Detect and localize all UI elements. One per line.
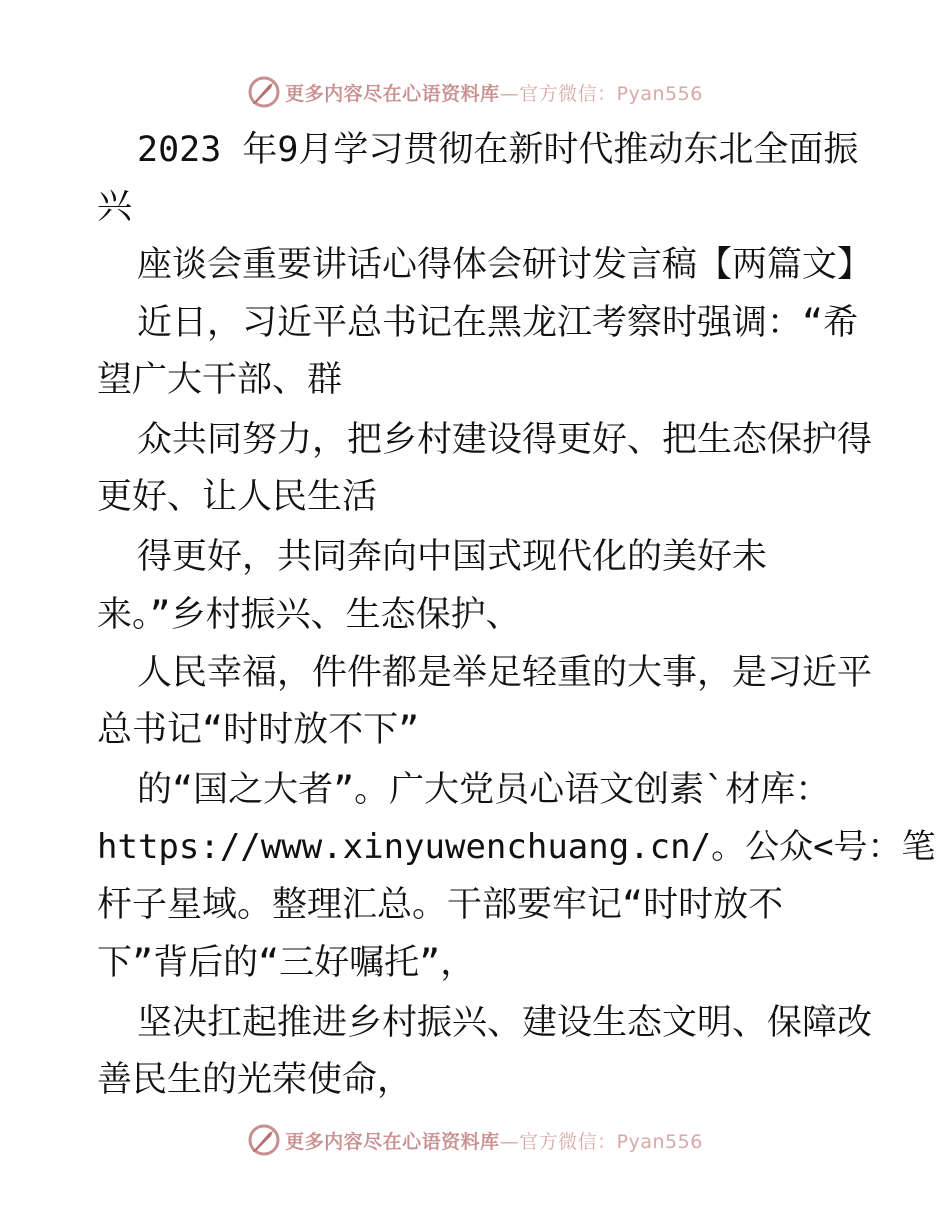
footer-watermark xyxy=(0,1120,950,1160)
text-line: 众共同努力，把乡村建设得更好、把生态保护得 xyxy=(137,420,873,460)
header-watermark-text: 更多内容尽在心语资料库—官方微信：Pyan556 xyxy=(285,82,703,105)
text-line: https://www.xinyuwenchuang.cn/。公众<号：笔 xyxy=(97,827,936,867)
footer-watermark-text: 更多内容尽在心语资料库—官方微信：Pyan556 xyxy=(285,1130,703,1153)
header-watermark xyxy=(0,72,950,112)
text-line: 总书记“时时放不下” xyxy=(97,710,420,750)
text-line: 兴 xyxy=(97,187,133,227)
text-line: 善民生的光荣使命， xyxy=(97,1060,413,1100)
text-line: 来。”乡村振兴、生态保护、 xyxy=(97,595,521,635)
text-line: 人民幸福，件件都是举足轻重的大事，是习近平 xyxy=(137,653,873,693)
text-line: 坚决扛起推进乡村振兴、建设生态文明、保障改 xyxy=(137,1003,873,1043)
text-line: 座谈会重要讲话心得体会研讨发言稿【两篇文】 xyxy=(137,245,873,285)
text-line: 近日，习近平总书记在黑龙江考察时强调：“希 xyxy=(137,303,859,343)
text-line: 更好、让人民生活 xyxy=(97,477,378,517)
text-line: 2023 年9月学习贯彻在新时代推动东北全面振 xyxy=(137,130,859,170)
text-line: 的“国之大者”。广大党员心语文创素`材库： xyxy=(137,770,831,810)
text-line: 杆子星域。整理汇总。干部要牢记“时时放不 xyxy=(97,885,784,925)
text-line: 得更好，共同奔向中国式现代化的美好未 xyxy=(137,537,768,577)
quill-logo-icon xyxy=(247,1123,281,1157)
text-line: 望广大干部、群 xyxy=(97,360,343,400)
text-line: 下”背后的“三好嘱托”， xyxy=(97,943,476,983)
quill-logo-icon xyxy=(247,75,281,109)
